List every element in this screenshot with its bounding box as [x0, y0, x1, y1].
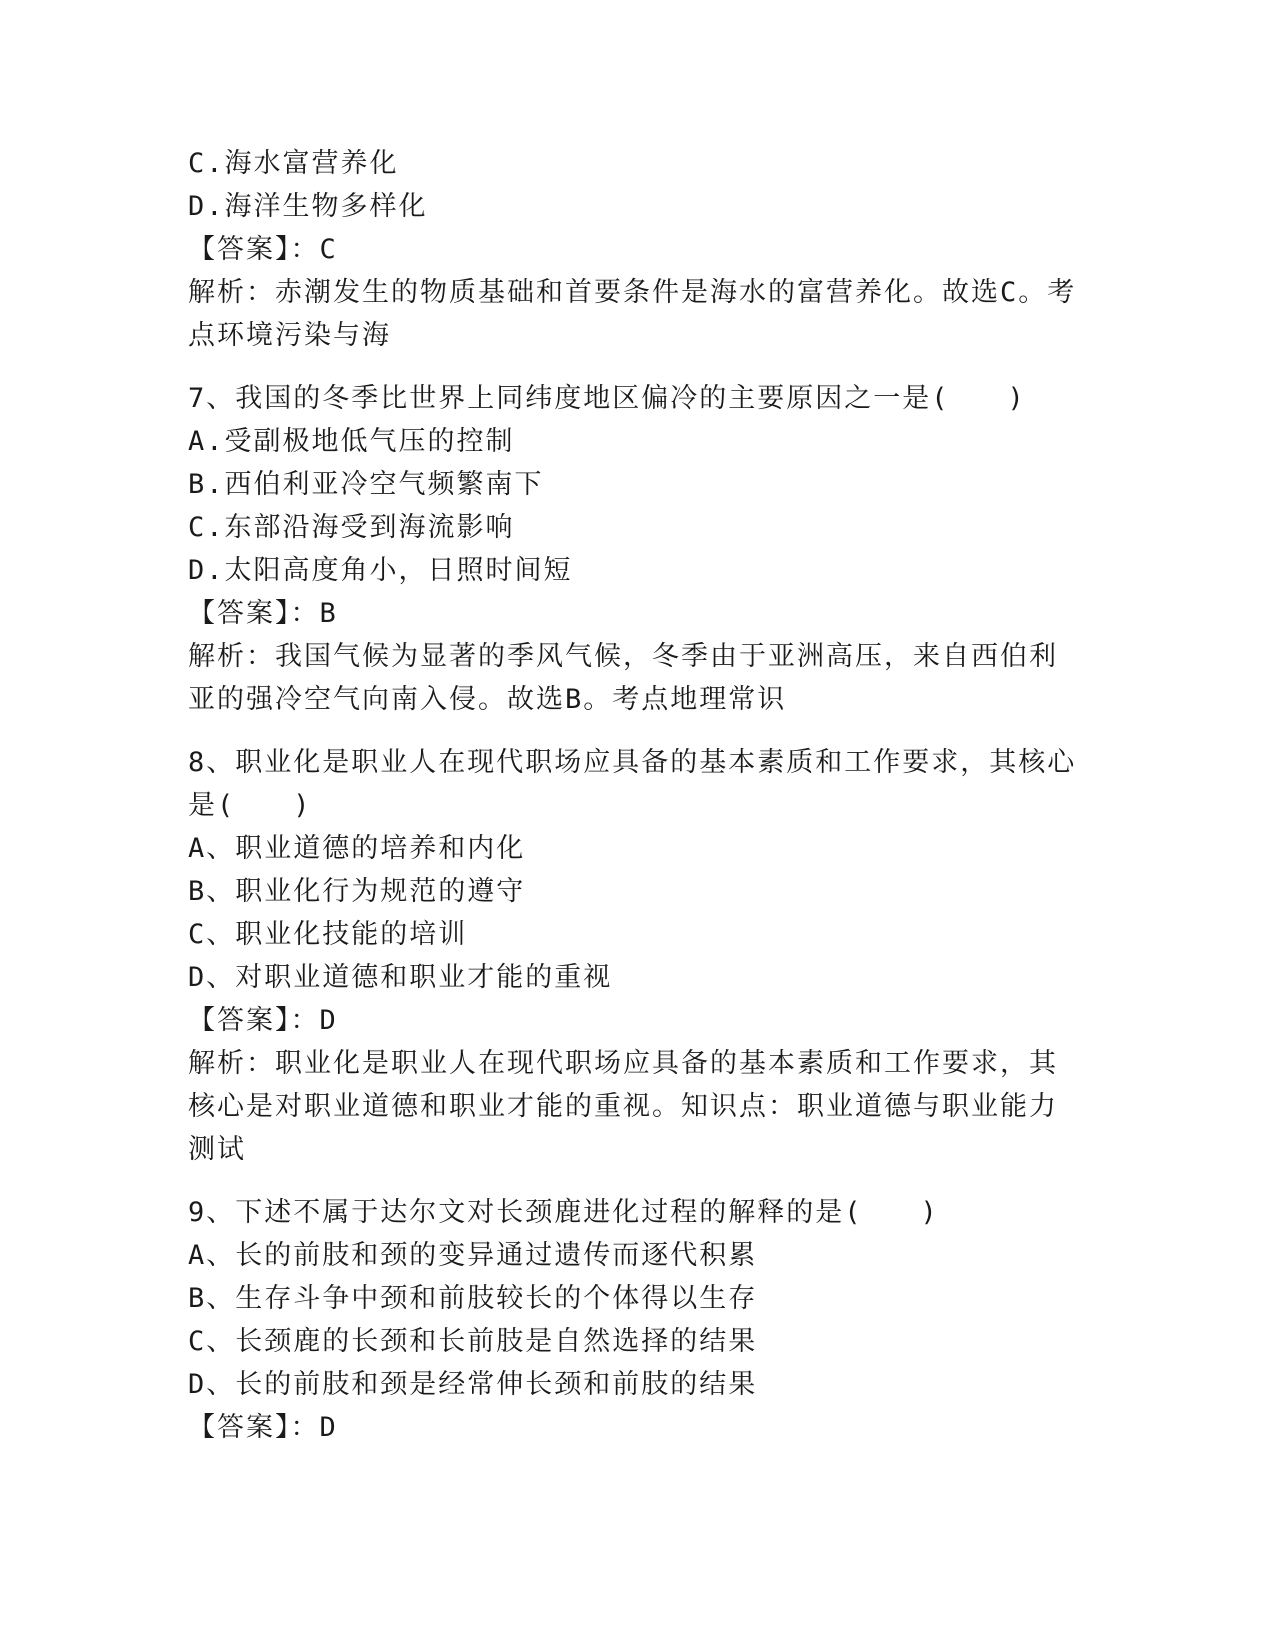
option-c: C.海水富营养化 — [188, 148, 399, 179]
option-a: A、长的前肢和颈的变异通过遗传而逐代积累 — [188, 1240, 758, 1271]
explanation-line: 点环境污染与海 — [188, 320, 391, 351]
question-text: 8、职业化是职业人在现代职场应具备的基本素质和工作要求，其核心 — [188, 747, 1077, 778]
option-a: A、职业道德的培养和内化 — [188, 833, 526, 864]
answer-label: 【答案】：C — [188, 234, 338, 265]
option-d: D、对职业道德和职业才能的重视 — [188, 962, 613, 993]
question-text: 7、我国的冬季比世界上同纬度地区偏冷的主要原因之一是( ) — [188, 383, 1026, 414]
question-9 — [188, 1191, 1088, 1449]
option-b: B、职业化行为规范的遵守 — [188, 876, 526, 907]
explanation-line: 解析：赤潮发生的物质基础和首要条件是海水的富营养化。故选C。考 — [188, 277, 1077, 308]
question-7 — [188, 377, 1088, 721]
option-c: C.东部沿海受到海流影响 — [188, 512, 515, 543]
explanation-line: 亚的强冷空气向南入侵。故选B。考点地理常识 — [188, 684, 787, 715]
explanation-line: 核心是对职业道德和职业才能的重视。知识点：职业道德与职业能力 — [188, 1091, 1058, 1122]
explanation-line: 解析：我国气候为显著的季风气候，冬季由于亚洲高压，来自西伯利 — [188, 641, 1058, 672]
answer-label: 【答案】：D — [188, 1412, 338, 1443]
explanation-line: 测试 — [188, 1134, 246, 1165]
question-8 — [188, 741, 1088, 1171]
answer-label: 【答案】：D — [188, 1005, 338, 1036]
document-content — [188, 142, 1088, 1449]
question-text: 9、下述不属于达尔文对长颈鹿进化过程的解释的是( ) — [188, 1197, 939, 1228]
answer-label: 【答案】：B — [188, 598, 338, 629]
option-a: A.受副极地低气压的控制 — [188, 426, 515, 457]
option-c: C、长颈鹿的长颈和长前肢是自然选择的结果 — [188, 1326, 758, 1357]
option-d: D、长的前肢和颈是经常伸长颈和前肢的结果 — [188, 1369, 758, 1400]
option-d: D.太阳高度角小，日照时间短 — [188, 555, 573, 586]
question-text: 是( ) — [188, 790, 312, 821]
option-c: C、职业化技能的培训 — [188, 919, 468, 950]
option-b: B、生存斗争中颈和前肢较长的个体得以生存 — [188, 1283, 758, 1314]
option-b: B.西伯利亚冷空气频繁南下 — [188, 469, 544, 500]
explanation-line: 解析：职业化是职业人在现代职场应具备的基本素质和工作要求，其 — [188, 1048, 1058, 1079]
option-d: D.海洋生物多样化 — [188, 191, 428, 222]
question-6-tail — [188, 142, 1088, 357]
